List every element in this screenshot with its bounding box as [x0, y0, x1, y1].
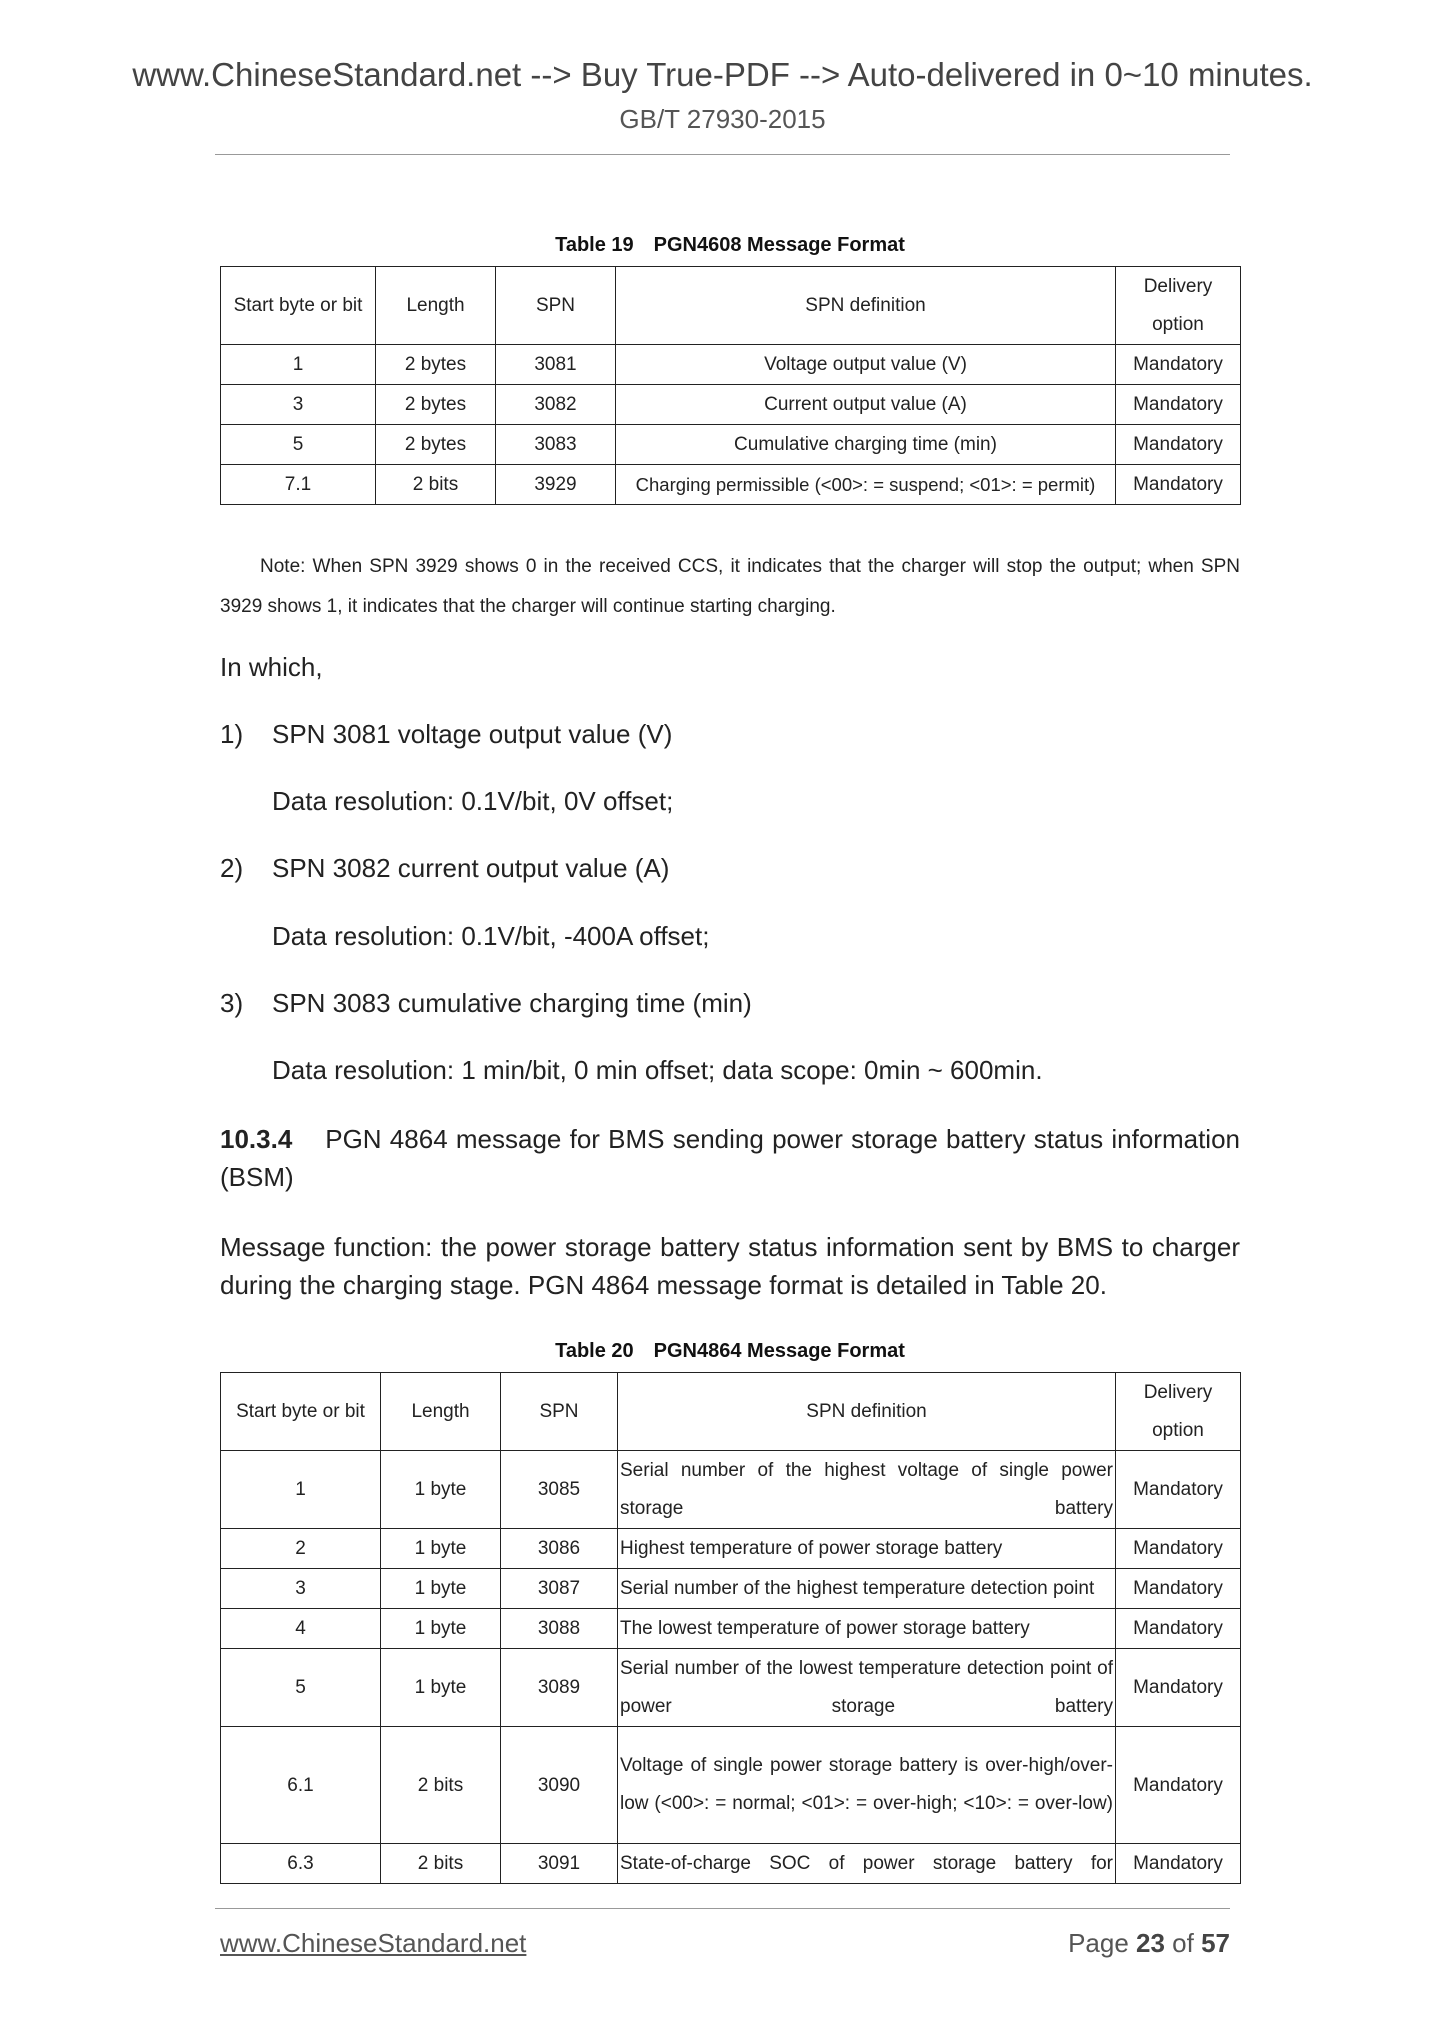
table-row	[221, 1529, 1241, 1569]
section-number: 10.3.4	[220, 1124, 293, 1154]
table-cell: 1 byte	[381, 1569, 501, 1609]
table-cell: Highest temperature of power storage battery	[618, 1529, 1116, 1569]
table-cell: 2 bytes	[376, 385, 496, 425]
list-item-title: SPN 3083 cumulative charging time (min)	[272, 988, 752, 1018]
table-cell: 3086	[501, 1529, 618, 1569]
table-cell: 2	[221, 1529, 381, 1569]
table-cell: Mandatory	[1116, 1451, 1241, 1529]
table-row	[221, 465, 1241, 505]
in-which-text: In which,	[220, 652, 323, 682]
table-cell: 5	[221, 425, 376, 465]
table-cell: Serial number of the lowest temperature detection point of power storage battery	[618, 1649, 1116, 1727]
table-cell: 3085	[501, 1451, 618, 1529]
table-cell: Mandatory	[1116, 465, 1241, 505]
table19	[220, 266, 1241, 505]
list-item-detail: Data resolution: 0.1V/bit, 0V offset;	[272, 786, 674, 816]
list-item-number: 2)	[220, 853, 244, 883]
table-cell: Current output value (A)	[616, 385, 1116, 425]
page-total: 57	[1201, 1928, 1230, 1958]
table-cell: Mandatory	[1116, 1727, 1241, 1844]
table-row	[221, 1844, 1241, 1884]
header-cell: SPN	[496, 267, 616, 345]
table-row	[221, 1609, 1241, 1649]
header-cell: Delivery option	[1116, 267, 1241, 345]
table-cell: 3083	[496, 425, 616, 465]
table-cell: Mandatory	[1116, 385, 1241, 425]
table20-caption: Table 20 PGN4864 Message Format	[555, 1340, 905, 1362]
table-row	[221, 1727, 1241, 1844]
header-banner[interactable]: www.ChineseStandard.net --> Buy True-PDF --> Auto-delivered in 0~10 minutes.	[132, 56, 1313, 93]
table-cell: 6.3	[221, 1844, 381, 1884]
table-cell: 1	[221, 345, 376, 385]
table-cell: The lowest temperature of power storage battery	[618, 1609, 1116, 1649]
header-cell: Start byte or bit	[221, 267, 376, 345]
table-cell: Mandatory	[1116, 345, 1241, 385]
table-cell: Voltage output value (V)	[616, 345, 1116, 385]
table-cell: 3082	[496, 385, 616, 425]
table-cell: 3088	[501, 1609, 618, 1649]
table-cell: Mandatory	[1116, 1609, 1241, 1649]
table-cell: 2 bits	[381, 1727, 501, 1844]
list-item-number: 3)	[220, 988, 244, 1018]
table-cell: Mandatory	[1116, 1649, 1241, 1727]
header-cell: Start byte or bit	[221, 1373, 381, 1451]
table-row	[221, 345, 1241, 385]
table-cell: 3929	[496, 465, 616, 505]
table-cell: Charging permissible (<00>: = suspend; <01>: = permit)	[616, 465, 1116, 505]
table-cell: 1 byte	[381, 1649, 501, 1727]
table-cell: 3090	[501, 1727, 618, 1844]
table-cell: 1 byte	[381, 1609, 501, 1649]
table-header-row	[221, 267, 1241, 345]
message-function-paragraph: Message function: the power storage battery status information sent by BMS to charger during the charging stage. PGN 4864 message format is detailed in Table 20.	[220, 1232, 1240, 1300]
table-cell: 6.1	[221, 1727, 381, 1844]
footer-divider	[215, 1908, 1230, 1909]
section-heading	[220, 1120, 1240, 1196]
table-cell: 1 byte	[381, 1451, 501, 1529]
list-item-detail: Data resolution: 1 min/bit, 0 min offset; data scope: 0min ~ 600min.	[272, 1055, 1043, 1085]
list-item-detail: Data resolution: 0.1V/bit, -400A offset;	[272, 921, 710, 951]
table-cell: 3091	[501, 1844, 618, 1884]
list-item-number: 1)	[220, 719, 244, 749]
header-cell: Delivery option	[1116, 1373, 1241, 1451]
table-row	[221, 1451, 1241, 1529]
header-cell: Length	[381, 1373, 501, 1451]
table-cell: Serial number of the highest voltage of single power storage battery	[618, 1451, 1116, 1529]
header-cell: SPN definition	[618, 1373, 1116, 1451]
table-cell: Serial number of the highest temperature detection point	[618, 1569, 1116, 1609]
table-cell: 2 bytes	[376, 425, 496, 465]
list-item-title: SPN 3081 voltage output value (V)	[272, 719, 673, 749]
table-header-row	[221, 1373, 1241, 1451]
footer-site-link[interactable]: www.ChineseStandard.net	[220, 1928, 527, 1958]
table19-caption: Table 19 PGN4608 Message Format	[555, 234, 905, 256]
page-indicator: Page 23 of 57	[1068, 1928, 1230, 1958]
table-cell: Cumulative charging time (min)	[616, 425, 1116, 465]
table-cell: Mandatory	[1116, 425, 1241, 465]
header-cell: SPN definition	[616, 267, 1116, 345]
table-row	[221, 1649, 1241, 1727]
table-row	[221, 1569, 1241, 1609]
table-row	[221, 385, 1241, 425]
header-cell: Length	[376, 267, 496, 345]
table-cell: 1	[221, 1451, 381, 1529]
table-cell: 4	[221, 1609, 381, 1649]
table-cell: 7.1	[221, 465, 376, 505]
table-cell: State-of-charge SOC of power storage battery for	[618, 1844, 1116, 1884]
standard-code: GB/T 27930-2015	[619, 104, 826, 134]
header-divider	[215, 154, 1230, 155]
table-cell: 2 bits	[381, 1844, 501, 1884]
header-cell: SPN	[501, 1373, 618, 1451]
table-cell: 3	[221, 385, 376, 425]
list-item-title: SPN 3082 current output value (A)	[272, 853, 670, 883]
table-cell: 3087	[501, 1569, 618, 1609]
table-cell: Mandatory	[1116, 1529, 1241, 1569]
section-title: PGN 4864 message for BMS sending power storage battery status information (BSM)	[220, 1124, 1240, 1192]
table-cell: 2 bits	[376, 465, 496, 505]
table20	[220, 1372, 1241, 1884]
table-cell: Mandatory	[1116, 1844, 1241, 1884]
table19-note: Note: When SPN 3929 shows 0 in the received CCS, it indicates that the charger will stop the output; when SPN 3929 shows 1, it indicates that the charger will continue starting charging.	[220, 556, 1240, 617]
table-cell: 2 bytes	[376, 345, 496, 385]
table-cell: 3081	[496, 345, 616, 385]
table-row	[221, 425, 1241, 465]
table-cell: 1 byte	[381, 1529, 501, 1569]
table-cell: 5	[221, 1649, 381, 1727]
table-cell: 3089	[501, 1649, 618, 1727]
page-number: 23	[1136, 1928, 1165, 1958]
table-cell: Voltage of single power storage battery is over-high/over-low (<00>: = normal; <01>: = over-high; <10>: = over-low)	[618, 1727, 1116, 1844]
table-cell: 3	[221, 1569, 381, 1609]
table-cell: Mandatory	[1116, 1569, 1241, 1609]
